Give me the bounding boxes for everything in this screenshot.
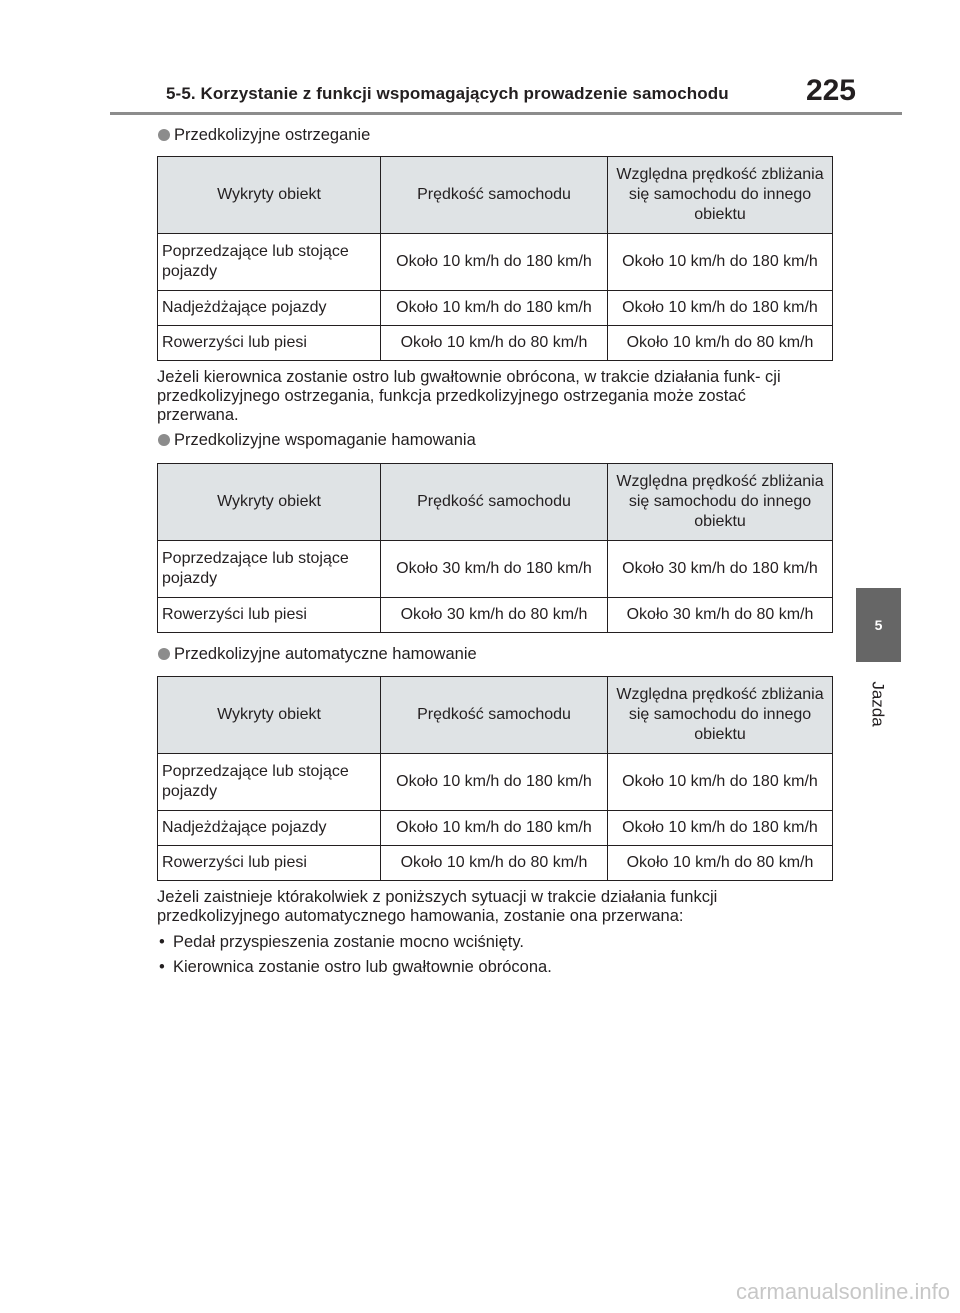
table-row <box>158 754 833 811</box>
brake-assist-speed-table <box>157 463 833 633</box>
table-header-row <box>158 464 833 541</box>
table-cell: Około 10 km/h do 180 km/h <box>608 754 833 811</box>
table-cell: Nadjeżdżające pojazdy <box>158 811 381 846</box>
column-header: Wykryty obiekt <box>158 464 381 541</box>
table-cell: Około 30 km/h do 80 km/h <box>608 598 833 633</box>
table-cell: Około 10 km/h do 180 km/h <box>608 811 833 846</box>
running-header: 5-5. Korzystanie z funkcji wspomagających prowadzenie samochodu <box>166 84 729 103</box>
table-cell: Około 10 km/h do 180 km/h <box>608 234 833 291</box>
table-cell: Około 30 km/h do 80 km/h <box>381 598 608 633</box>
table-cell: Około 10 km/h do 180 km/h <box>381 811 608 846</box>
table-row <box>158 846 833 881</box>
section-heading-text: Przedkolizyjne wspomaganie hamowania <box>174 431 476 449</box>
column-header: Względna prędkość zbliżania się samochodu do innego obiektu <box>608 464 833 541</box>
table-cell: Poprzedzające lub stojące pojazdy <box>158 541 381 598</box>
table-row <box>158 541 833 598</box>
list-item-text: Pedał przyspieszenia zostanie mocno wciśnięty. <box>173 933 524 951</box>
table-cell: Rowerzyści lub piesi <box>158 846 381 881</box>
list-item <box>157 957 832 977</box>
table-cell: Około 10 km/h do 80 km/h <box>608 846 833 881</box>
auto-brake-speed-table <box>157 676 833 881</box>
table-cell: Około 30 km/h do 180 km/h <box>381 541 608 598</box>
table-cell: Około 10 km/h do 180 km/h <box>381 291 608 326</box>
page-number: 225 <box>805 74 856 107</box>
list-item <box>157 932 832 952</box>
watermark: carmanualsonline.info <box>735 1279 950 1304</box>
section-heading-text: Przedkolizyjne automatyczne hamowanie <box>174 645 477 663</box>
bullet-icon: • <box>159 933 165 951</box>
bullet-dot-icon <box>158 129 170 141</box>
table-cell: Rowerzyści lub piesi <box>158 326 381 361</box>
column-header: Względna prędkość zbliżania się samochodu do innego obiektu <box>608 157 833 234</box>
chapter-number: 5 <box>874 617 883 633</box>
section-note: Jeżeli kierownica zostanie ostro lub gwałtownie obrócona, w trakcie działania funk- cji przedkolizyjnego ostrzegania, funkcja przedkolizyjnego ostrzegania może zostać przerwana. <box>157 368 781 424</box>
chapter-label-text: Jazda <box>869 681 888 727</box>
page-content <box>157 125 832 977</box>
column-header: Względna prędkość zbliżania się samochodu do innego obiektu <box>608 677 833 754</box>
section-heading <box>157 125 832 145</box>
table-cell: Nadjeżdżające pojazdy <box>158 291 381 326</box>
column-header: Prędkość samochodu <box>381 464 608 541</box>
chapter-tab[interactable] <box>856 588 901 662</box>
table-cell: Poprzedzające lub stojące pojazdy <box>158 754 381 811</box>
table-row <box>158 234 833 291</box>
table-cell: Około 10 km/h do 80 km/h <box>608 326 833 361</box>
table-cell: Około 10 km/h do 180 km/h <box>608 291 833 326</box>
table-row <box>158 811 833 846</box>
table-header-row <box>158 157 833 234</box>
table-cell: Około 10 km/h do 80 km/h <box>381 846 608 881</box>
header-rule <box>110 112 902 115</box>
column-header: Wykryty obiekt <box>158 677 381 754</box>
bullet-icon: • <box>159 958 165 976</box>
column-header: Prędkość samochodu <box>381 157 608 234</box>
column-header: Wykryty obiekt <box>158 157 381 234</box>
table-cell: Poprzedzające lub stojące pojazdy <box>158 234 381 291</box>
table-row <box>158 326 833 361</box>
section-heading <box>157 430 832 450</box>
table-header-row <box>158 677 833 754</box>
chapter-label <box>864 674 892 734</box>
table-cell: Około 10 km/h do 180 km/h <box>381 754 608 811</box>
section-note: Jeżeli zaistnieje którakolwiek z poniższych sytuacji w trakcie działania funkcji przedkolizyjnego automatycznego hamowania, zostanie ona przerwana: <box>157 888 718 925</box>
table-row <box>158 598 833 633</box>
section-heading-text: Przedkolizyjne ostrzeganie <box>174 126 371 144</box>
bullet-dot-icon <box>158 648 170 660</box>
table-cell: Około 10 km/h do 80 km/h <box>381 326 608 361</box>
table-row <box>158 291 833 326</box>
list-item-text: Kierownica zostanie ostro lub gwałtownie obrócona. <box>173 958 552 976</box>
warning-speed-table <box>157 156 833 361</box>
section-heading <box>157 644 832 664</box>
bullet-dot-icon <box>158 434 170 446</box>
table-cell: Około 30 km/h do 180 km/h <box>608 541 833 598</box>
table-cell: Rowerzyści lub piesi <box>158 598 381 633</box>
column-header: Prędkość samochodu <box>381 677 608 754</box>
table-cell: Około 10 km/h do 180 km/h <box>381 234 608 291</box>
